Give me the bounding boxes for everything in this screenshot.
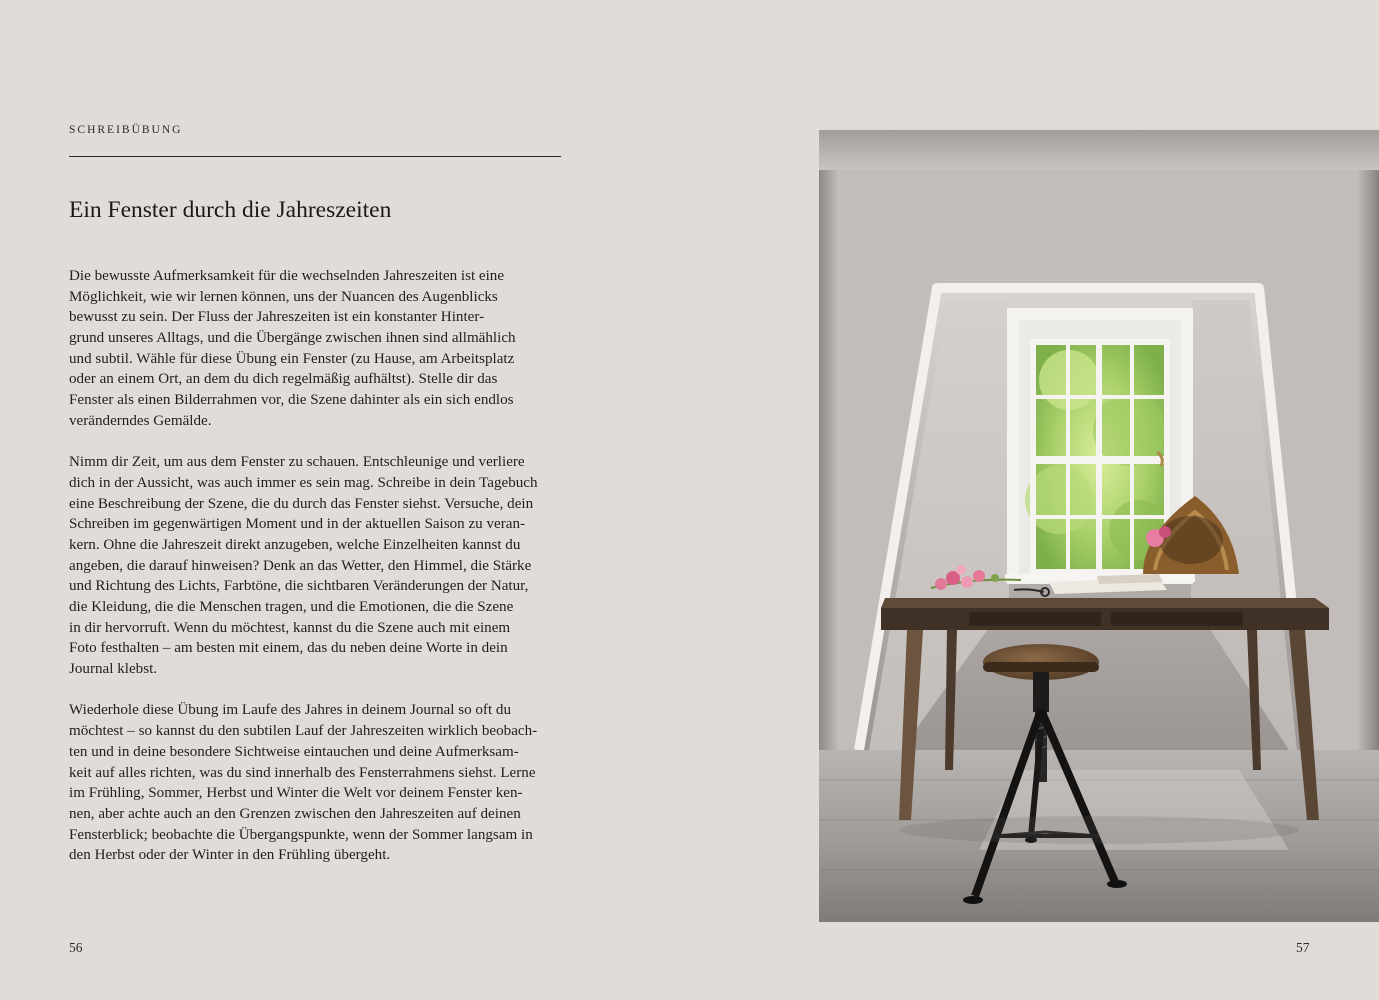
header-rule (69, 156, 561, 157)
attic-window-desk-photo (819, 130, 1379, 922)
text-line: Die bewusste Aufmerksamkeit für die wechselnden Jahreszeiten ist eine (69, 268, 505, 284)
text-line: in dir hervorruft. Wenn du möchtest, kannst du die Szene auch mit einem (69, 619, 511, 636)
text-line: Wiederhole diese Übung im Laufe des Jahres in deinem Journal so oft du (69, 702, 512, 719)
paragraph-1 (69, 266, 569, 432)
text-line: Möglichkeit, wie wir lernen können, uns der Nuancen des Augenblicks (69, 288, 498, 305)
text-line: im Frühling, Sommer, Herbst und Winter die Welt vor deinem Fenster ken- (69, 785, 523, 802)
text-line: nen, aber achte auch an den Grenzen zwischen den Jahreszeiten auf deinen (69, 805, 521, 822)
text-line: eine Beschreibung der Szene, die du durch das Fenster siehst. Versuche, dein (69, 495, 534, 512)
left-page (69, 0, 561, 1000)
text-line: bewusst zu sein. Der Fluss der Jahreszeiten ist ein konstanter Hinter- (69, 309, 485, 326)
text-line: grund unseres Alltags, und die Übergänge zwischen ihnen sind allmählich (69, 330, 516, 347)
text-line: Schreiben im gegenwärtigen Moment und in der aktuellen Saison zu veran- (69, 516, 526, 533)
text-line: Fensterblick; beobachte die Übergangspunkte, wenn der Sommer langsam in (69, 826, 533, 843)
page-number-right: 57 (1296, 940, 1310, 955)
text-line: angeben, die darauf hinweisen? Denk an das Wetter, den Himmel, die Stärke (69, 557, 532, 574)
text-line: den Herbst oder der Winter in den Frühling übergeht. (69, 847, 391, 864)
photo-illustration (819, 130, 1379, 922)
paragraph-3 (69, 700, 569, 866)
text-line: möchtest – so kannst du den subtilen Lauf der Jahreszeiten wirklich beobach- (69, 723, 538, 740)
text-line: kern. Ohne die Jahreszeit direkt anzugeben, welche Einzelheiten kannst du (69, 536, 521, 553)
body-text (69, 266, 569, 887)
text-line: und subtil. Wähle für diese Übung ein Fenster (zu Hause, am Arbeitsplatz (69, 350, 515, 367)
text-line: Nimm dir Zeit, um aus dem Fenster zu schauen. Entschleunige und verliere (69, 454, 525, 471)
text-line: Fenster als einen Bilderrahmen vor, die Szene dahinter als ein sich endlos (69, 392, 514, 409)
text-line: Foto festhalten – am besten mit einem, das du neben deine Worte in dein (69, 640, 508, 657)
text-line: ten und in deine besondere Sichtweise eintauchen und deine Aufmerksam- (69, 743, 519, 760)
text-line: veränderndes Gemälde. (69, 412, 212, 429)
page-title: Ein Fenster durch die Jahreszeiten (69, 197, 392, 223)
text-line: und Richtung des Lichts, Farbtöne, die sichtbaren Veränderungen der Natur, (69, 578, 529, 595)
section-kicker: SCHREIBÜBUNG (69, 124, 183, 136)
text-line: dich in der Aussicht, was auch immer es sein mag. Schreibe in dein Tagebuch (69, 474, 538, 491)
text-line: Journal klebst. (69, 661, 158, 678)
text-line: keit auf alles richten, was du sind innerhalb des Fensterrahmens siehst. Lerne (69, 764, 536, 781)
text-line: oder an einem Ort, an dem du dich regelmäßig aufhältst). Stelle dir das (69, 371, 498, 388)
paragraph-2 (69, 452, 569, 680)
text-line: die Kleidung, die die Menschen tragen, und die Emotionen, die die Szene (69, 599, 514, 615)
page-number-left: 56 (69, 940, 83, 955)
